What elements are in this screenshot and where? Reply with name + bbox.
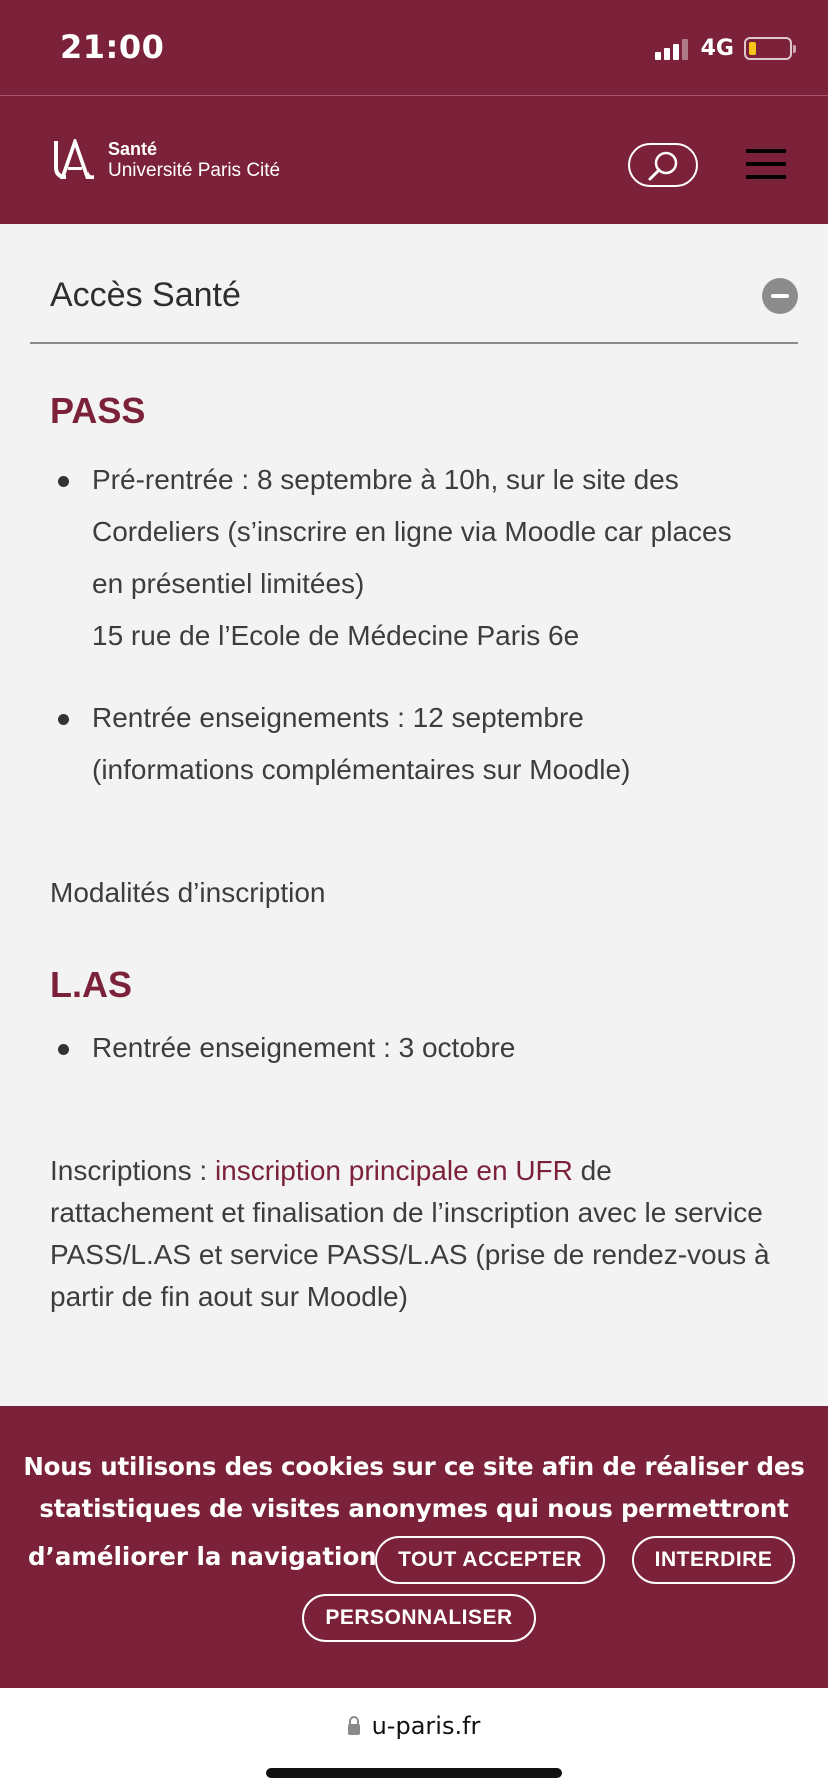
bullet-icon — [58, 1044, 69, 1055]
inscriptions-paragraph — [50, 1150, 780, 1318]
bullet-icon — [58, 476, 69, 487]
search-icon — [647, 150, 681, 182]
las-list — [50, 1022, 770, 1074]
list-item-line: Cordeliers (s’inscrire en ligne via Moodle car places — [92, 516, 732, 547]
home-indicator[interactable] — [266, 1768, 562, 1778]
search-button[interactable] — [628, 143, 698, 187]
list-item — [50, 692, 770, 796]
inscription-ufr-link[interactable]: inscription principale en UFR — [214, 1155, 573, 1186]
pass-heading: PASS — [50, 390, 146, 431]
status-bar — [0, 0, 828, 96]
menu-icon[interactable] — [746, 149, 786, 179]
list-item-line: Rentrée enseignement : 3 octobre — [92, 1032, 516, 1063]
accept-all-button[interactable]: TOUT ACCEPTER — [375, 1536, 605, 1584]
collapse-icon[interactable] — [762, 278, 798, 314]
logo-line-2: Université Paris Cité — [108, 160, 281, 181]
url-domain: u-paris.fr — [371, 1712, 481, 1740]
list-item-line: (informations complémentaires sur Moodle) — [92, 754, 631, 785]
signal-icon — [655, 38, 691, 60]
deny-button[interactable]: INTERDIRE — [632, 1536, 795, 1584]
list-item — [50, 454, 770, 662]
cookie-text-line-1: Nous utilisons des cookies sur ce site afin de réaliser des — [23, 1452, 805, 1481]
status-indicators — [655, 36, 792, 61]
lock-icon — [348, 1724, 360, 1735]
list-item-line: Pré-rentrée : 8 septembre à 10h, sur le site des — [92, 464, 679, 495]
accordion-title: Accès Santé — [50, 276, 241, 314]
customize-button[interactable]: PERSONNALISER — [302, 1594, 536, 1642]
status-time: 21:00 — [60, 28, 165, 66]
list-item-line: Rentrée enseignements : 12 septembre — [92, 702, 584, 733]
url-display[interactable] — [0, 1712, 828, 1740]
accordion-header-acces-sante[interactable] — [30, 224, 798, 344]
site-header — [0, 96, 828, 224]
inscriptions-text: de rattachement et finalisation de l’inscription avec le service PASS/L.AS et service PASS/L.AS (prise de rendez-vous à partir de fin aout sur Moodle) — [50, 1155, 770, 1312]
bullet-icon — [58, 714, 69, 725]
modalites-inscription-link[interactable]: Modalités d’inscription — [50, 877, 326, 908]
las-heading: L.AS — [50, 964, 133, 1005]
list-item — [50, 1022, 770, 1074]
list-item-line: 15 rue de l’Ecole de Médecine Paris 6e — [92, 620, 580, 651]
list-item-line: en présentiel limitées) — [92, 568, 365, 599]
logo-icon — [50, 137, 96, 183]
cookie-text-line-2: statistiques de visites anonymes qui nous permettront — [39, 1494, 789, 1523]
network-type: 4G — [700, 36, 734, 61]
inscriptions-prefix: Inscriptions : — [50, 1155, 215, 1186]
battery-icon — [744, 37, 792, 60]
cookie-banner — [0, 1406, 828, 1688]
cookie-text-line-3: d’améliorer la navigation — [28, 1542, 377, 1571]
logo-line-1: Santé — [108, 139, 158, 159]
pass-list — [50, 454, 770, 796]
site-logo[interactable] — [50, 137, 280, 183]
